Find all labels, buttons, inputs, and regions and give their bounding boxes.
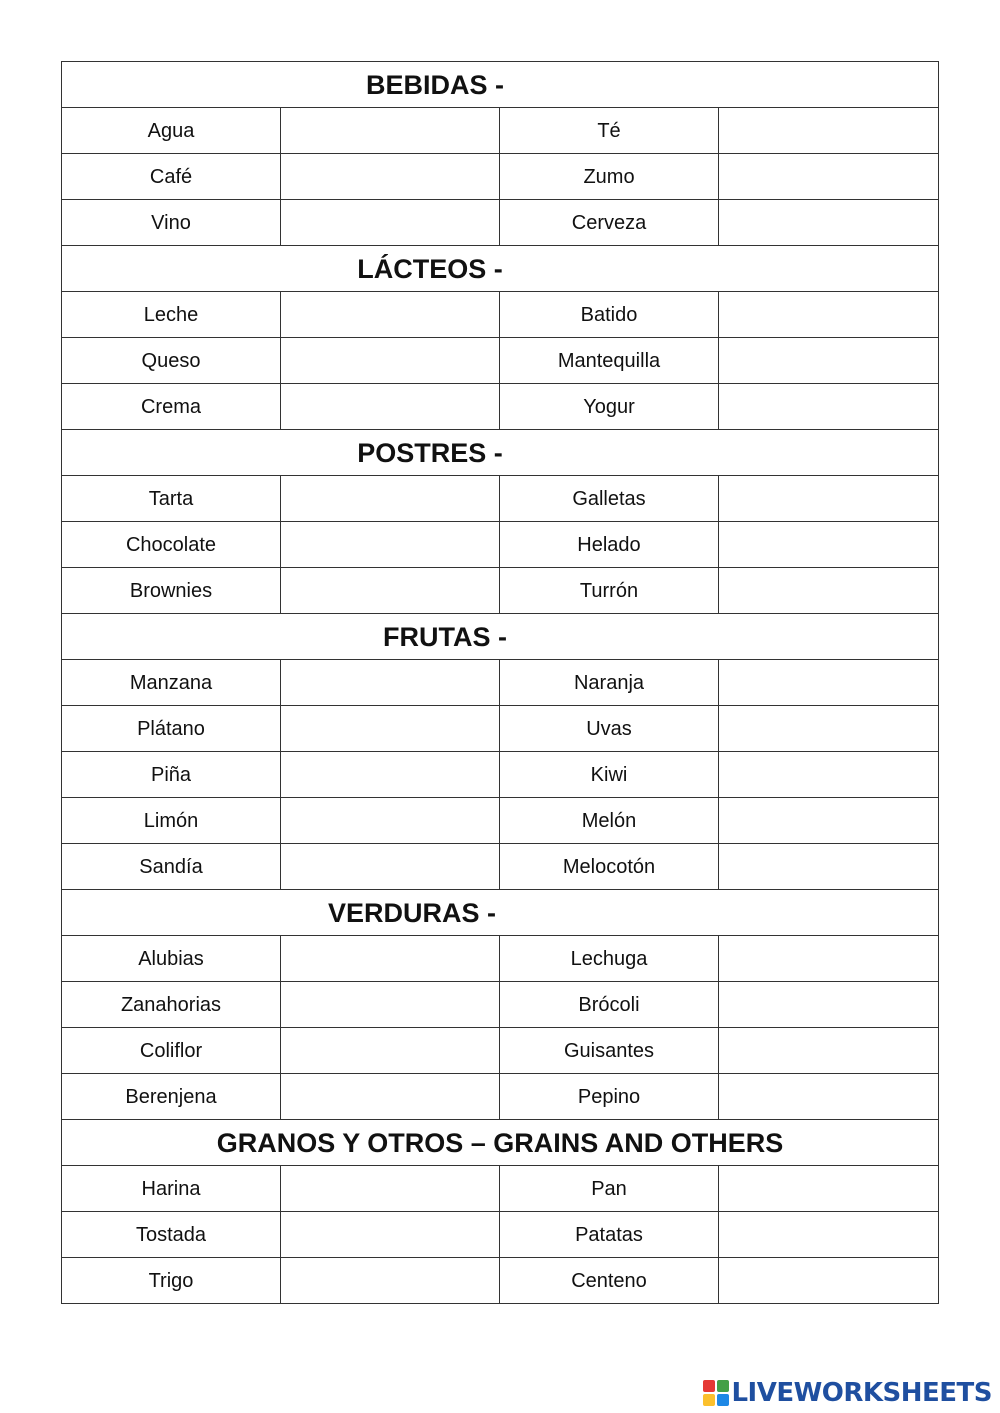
answer-field[interactable] [719, 200, 939, 246]
answer-field[interactable] [719, 338, 939, 384]
answer-field[interactable] [281, 476, 500, 522]
vocab-word: Batido [500, 292, 719, 338]
answer-field[interactable] [281, 706, 500, 752]
section-heading-row [62, 430, 939, 476]
vocab-row [62, 660, 939, 706]
vocab-word: Crema [62, 384, 281, 430]
answer-field[interactable] [281, 292, 500, 338]
vocab-word: Naranja [500, 660, 719, 706]
vocab-row [62, 706, 939, 752]
section-heading [62, 614, 939, 660]
answer-field[interactable] [281, 200, 500, 246]
answer-field[interactable] [281, 844, 500, 890]
answer-field[interactable] [281, 384, 500, 430]
logo-square-1 [703, 1380, 715, 1392]
answer-field[interactable] [719, 522, 939, 568]
section-title: FRUTAS - [383, 621, 507, 652]
vocab-row [62, 384, 939, 430]
answer-field[interactable] [281, 1258, 500, 1304]
vocab-row [62, 338, 939, 384]
vocab-word: Coliflor [62, 1028, 281, 1074]
answer-field[interactable] [281, 1166, 500, 1212]
vocab-word: Agua [62, 108, 281, 154]
answer-field[interactable] [281, 108, 500, 154]
answer-field[interactable] [719, 1258, 939, 1304]
section-heading-row [62, 890, 939, 936]
answer-field[interactable] [281, 522, 500, 568]
vocab-word: Harina [62, 1166, 281, 1212]
section-heading-row [62, 614, 939, 660]
vocab-row [62, 844, 939, 890]
vocab-word: Pepino [500, 1074, 719, 1120]
vocab-row [62, 200, 939, 246]
logo-square-2 [717, 1380, 729, 1392]
logo-square-3 [703, 1394, 715, 1406]
vocab-row [62, 154, 939, 200]
answer-field[interactable] [281, 982, 500, 1028]
section-title: LÁCTEOS - [357, 253, 503, 284]
answer-field[interactable] [719, 1074, 939, 1120]
section-title: GRANOS Y OTROS – GRAINS AND OTHERS [216, 1127, 784, 1158]
vocab-word: Plátano [62, 706, 281, 752]
answer-field[interactable] [281, 798, 500, 844]
vocab-word: Melón [500, 798, 719, 844]
vocabulary-table [61, 61, 939, 1304]
answer-field[interactable] [719, 798, 939, 844]
vocab-word: Yogur [500, 384, 719, 430]
vocab-word: Patatas [500, 1212, 719, 1258]
vocab-word: Lechuga [500, 936, 719, 982]
vocab-row [62, 476, 939, 522]
vocab-word: Manzana [62, 660, 281, 706]
liveworksheets-brand [703, 1379, 992, 1407]
vocab-row [62, 108, 939, 154]
answer-field[interactable] [719, 568, 939, 614]
vocab-word: Piña [62, 752, 281, 798]
logo-square-4 [717, 1394, 729, 1406]
vocab-word: Tarta [62, 476, 281, 522]
vocab-word: Tostada [62, 1212, 281, 1258]
section-heading [62, 890, 939, 936]
section-heading-row [62, 246, 939, 292]
answer-field[interactable] [281, 568, 500, 614]
vocab-word: Alubias [62, 936, 281, 982]
answer-field[interactable] [719, 752, 939, 798]
vocab-word: Leche [62, 292, 281, 338]
answer-field[interactable] [719, 660, 939, 706]
answer-field[interactable] [719, 1212, 939, 1258]
section-heading [62, 62, 939, 108]
vocab-word: Helado [500, 522, 719, 568]
vocab-row [62, 568, 939, 614]
vocab-row [62, 1028, 939, 1074]
vocab-word: Sandía [62, 844, 281, 890]
vocab-word: Pan [500, 1166, 719, 1212]
answer-field[interactable] [719, 154, 939, 200]
vocab-row [62, 292, 939, 338]
section-heading [62, 1120, 939, 1166]
vocab-word: Brownies [62, 568, 281, 614]
answer-field[interactable] [719, 936, 939, 982]
answer-field[interactable] [281, 154, 500, 200]
vocab-word: Turrón [500, 568, 719, 614]
answer-field[interactable] [719, 1166, 939, 1212]
vocab-row [62, 798, 939, 844]
vocab-word: Mantequilla [500, 338, 719, 384]
vocab-word: Queso [62, 338, 281, 384]
answer-field[interactable] [281, 338, 500, 384]
vocab-word: Berenjena [62, 1074, 281, 1120]
section-heading-row [62, 62, 939, 108]
vocab-row [62, 936, 939, 982]
vocab-row [62, 1166, 939, 1212]
answer-field[interactable] [719, 706, 939, 752]
vocab-row [62, 1074, 939, 1120]
vocab-word: Zumo [500, 154, 719, 200]
vocab-row [62, 752, 939, 798]
vocab-word: Vino [62, 200, 281, 246]
vocab-word: Kiwi [500, 752, 719, 798]
answer-field[interactable] [281, 660, 500, 706]
answer-field[interactable] [719, 476, 939, 522]
vocab-word: Centeno [500, 1258, 719, 1304]
vocab-row [62, 522, 939, 568]
answer-field[interactable] [281, 1028, 500, 1074]
answer-field[interactable] [719, 982, 939, 1028]
vocab-row [62, 982, 939, 1028]
answer-field[interactable] [719, 844, 939, 890]
section-heading-row [62, 1120, 939, 1166]
vocab-word: Guisantes [500, 1028, 719, 1074]
vocab-word: Brócoli [500, 982, 719, 1028]
section-heading [62, 430, 939, 476]
vocab-row [62, 1212, 939, 1258]
answer-field[interactable] [281, 752, 500, 798]
vocab-word: Zanahorias [62, 982, 281, 1028]
vocab-word: Cerveza [500, 200, 719, 246]
answer-field[interactable] [281, 1074, 500, 1120]
answer-field[interactable] [281, 936, 500, 982]
vocab-word: Galletas [500, 476, 719, 522]
section-title: BEBIDAS - [366, 69, 505, 100]
answer-field[interactable] [719, 292, 939, 338]
section-title: POSTRES - [357, 437, 503, 468]
answer-field[interactable] [719, 1028, 939, 1074]
liveworksheets-logo-icon [703, 1380, 729, 1406]
answer-field[interactable] [281, 1212, 500, 1258]
brand-name: LIVEWORKSHEETS [731, 1378, 992, 1408]
vocab-word: Uvas [500, 706, 719, 752]
vocab-word: Limón [62, 798, 281, 844]
section-heading [62, 246, 939, 292]
vocab-word: Chocolate [62, 522, 281, 568]
vocab-word: Café [62, 154, 281, 200]
answer-field[interactable] [719, 384, 939, 430]
vocab-row [62, 1258, 939, 1304]
vocab-word: Té [500, 108, 719, 154]
vocab-word: Melocotón [500, 844, 719, 890]
vocab-word: Trigo [62, 1258, 281, 1304]
section-title: VERDURAS - [328, 897, 497, 928]
answer-field[interactable] [719, 108, 939, 154]
